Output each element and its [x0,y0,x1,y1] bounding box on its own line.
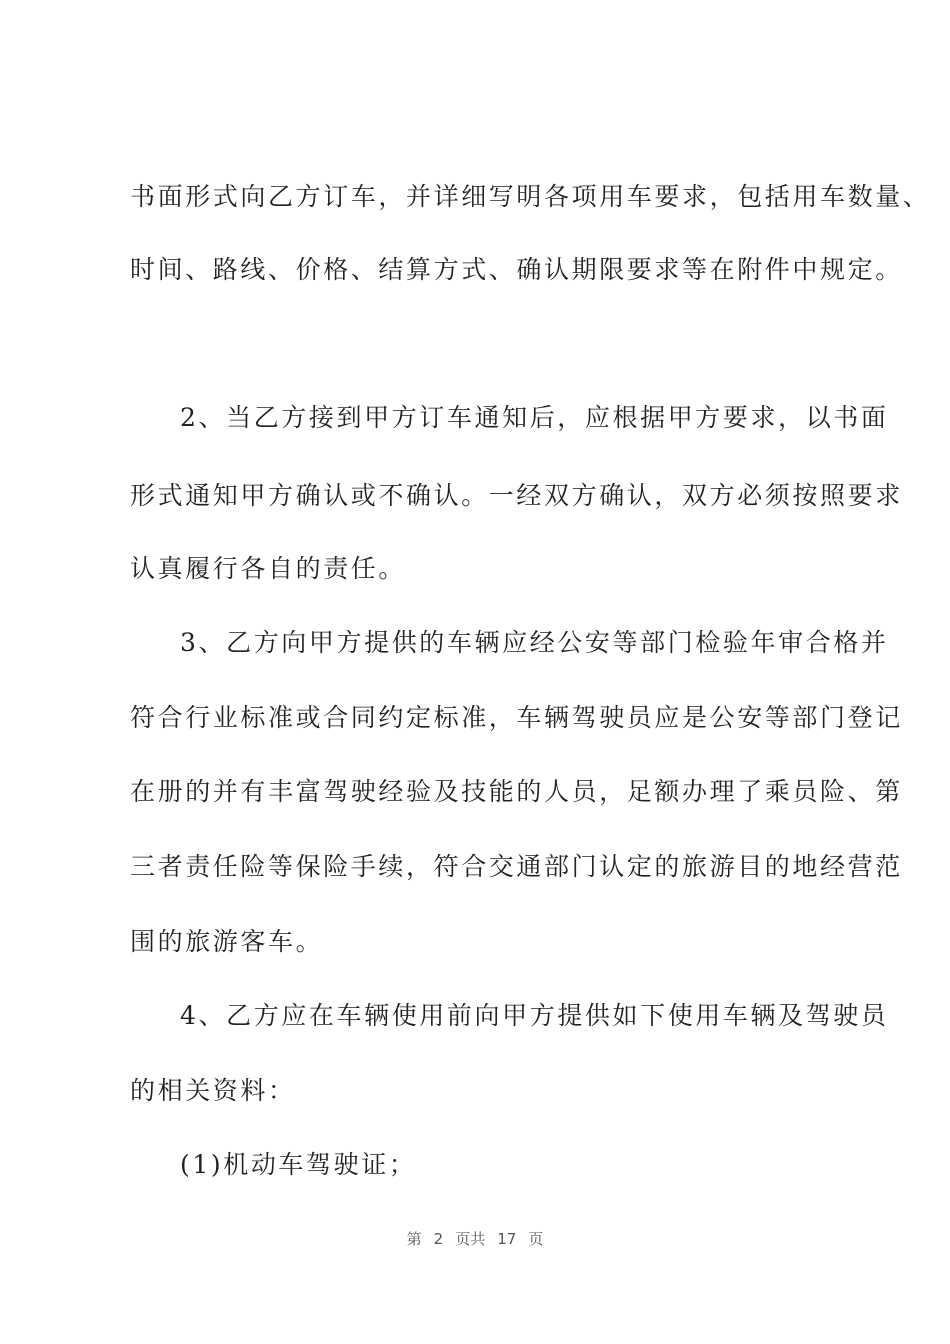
text-line: 的相关资料： [130,1076,296,1105]
page-label-mid: 页共 [455,1230,486,1248]
text-line: 在册的并有丰富驾驶经验及技能的人员，足额办理了乘员险、第 [130,777,903,806]
page-label-suffix: 页 [528,1230,544,1248]
text-line: 时间、路线、价格、结算方式、确认期限要求等在附件中规定。 [130,255,903,284]
paragraph-3-start: 3、乙方向甲方提供的车辆应经公安等部门检验年审合格并 [180,628,889,657]
page-footer [0,1228,950,1249]
text-line: 围的旅游客车。 [130,927,324,956]
current-page-number: 2 [433,1230,444,1248]
text-line: 认真履行各自的责任。 [130,554,407,583]
text-line: 三者责任险等保险手续，符合交通部门认定的旅游目的地经营范 [130,852,903,881]
paragraph-2-start: 2、当乙方接到甲方订车通知后，应根据甲方要求，以书面 [180,403,889,432]
text-line: 符合行业标准或合同约定标准，车辆驾驶员应是公安等部门登记 [130,703,903,732]
text-line: 形式通知甲方确认或不确认。一经双方确认，双方必须按照要求 [130,481,903,510]
list-item: (1)机动车驾驶证； [180,1150,417,1179]
text-line: 书面形式向乙方订车，并详细写明各项用车要求，包括用车数量、 [130,182,931,211]
paragraph-4-start: 4、乙方应在车辆使用前向甲方提供如下使用车辆及驾驶员 [180,1001,889,1030]
total-pages-number: 17 [497,1230,517,1248]
page-label-prefix: 第 [406,1230,422,1248]
